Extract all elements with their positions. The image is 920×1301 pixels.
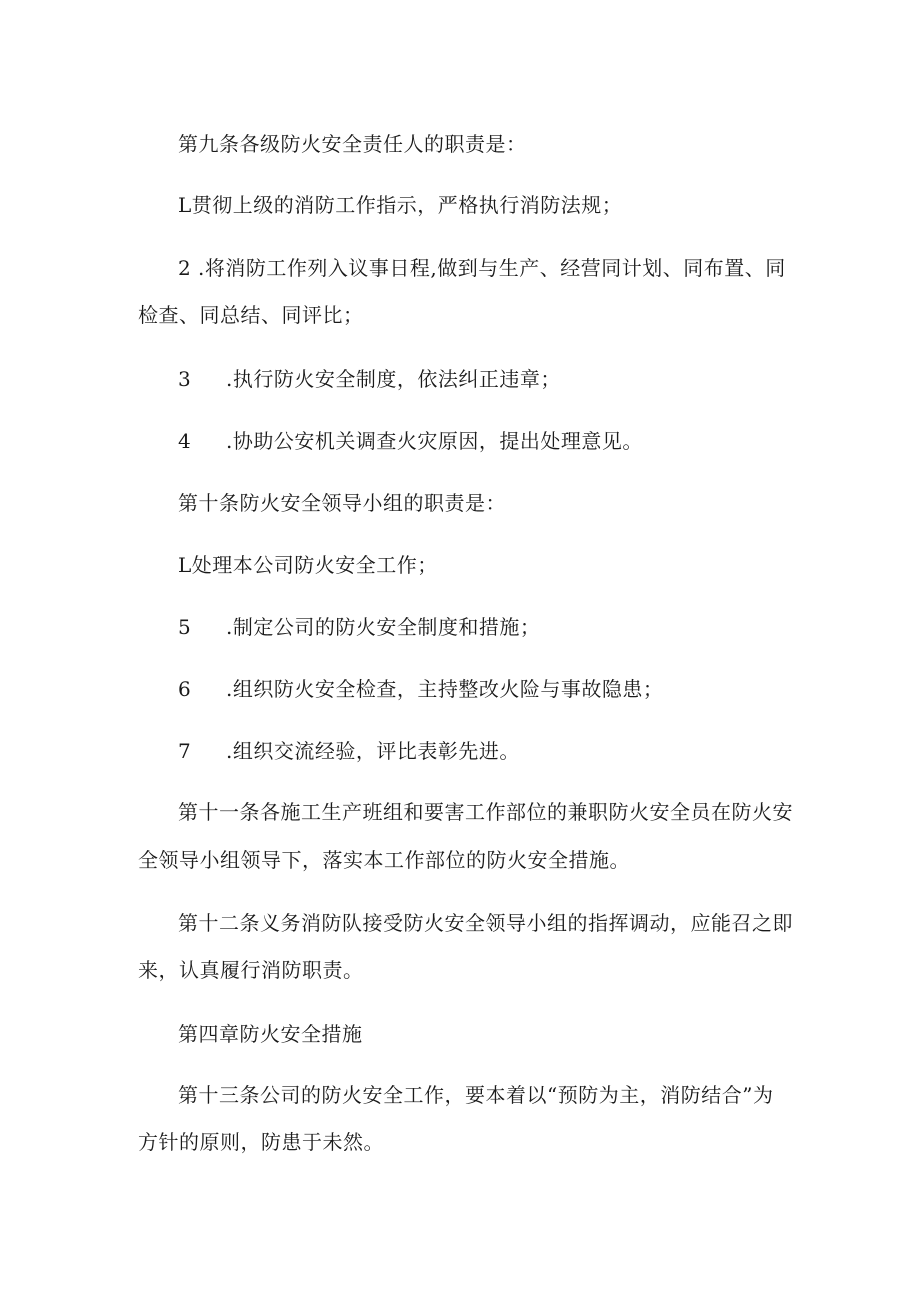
list-item-4 xyxy=(178,428,643,454)
article-10-heading: 第十条防火安全领导小组的职责是： xyxy=(178,491,506,515)
article-13-line-2: 方针的原则，防患于未然。 xyxy=(138,1130,384,1154)
list-text: .制定公司的防火安全制度和措施； xyxy=(226,615,541,639)
list-number: 5 xyxy=(178,615,192,639)
list-text: .组织交流经验，评比表彰先进。 xyxy=(226,739,520,763)
list-item-6 xyxy=(178,676,663,702)
article-11-line-1: 第十一条各施工生产班组和要害工作部位的兼职防火安全员在防火安 xyxy=(178,800,793,824)
chapter-4-heading: 第四章防火安全措施 xyxy=(178,1022,363,1046)
list-text: .组织防火安全检查，主持整改火险与事故隐患； xyxy=(226,677,664,701)
list-number: 6 xyxy=(178,677,192,701)
list-item-2-continuation: 检查、同总结、同评比； xyxy=(138,303,364,327)
list-number: 2 xyxy=(178,256,192,280)
list-item-1: L贯彻上级的消防工作指示，严格执行消防法规； xyxy=(178,193,623,217)
article-11-line-2: 全领导小组领导下，落实本工作部位的防火安全措施。 xyxy=(138,848,630,872)
list-item-1b: L处理本公司防火安全工作； xyxy=(178,553,438,577)
list-text: .协助公安机关调查火灾原因，提出处理意见。 xyxy=(226,429,643,453)
list-text: .执行防火安全制度，依法纠正违章； xyxy=(226,367,561,391)
list-item-5 xyxy=(178,614,540,640)
list-number: 7 xyxy=(178,739,192,763)
list-item-3 xyxy=(178,366,561,392)
article-13-line-1: 第十三条公司的防火安全工作，要本着以“预防为主，消防结合”为 xyxy=(178,1083,774,1107)
article-12-line-2: 来，认真履行消防职责。 xyxy=(138,958,364,982)
article-12-line-1: 第十二条义务消防队接受防火安全领导小组的指挥调动，应能召之即 xyxy=(178,911,793,935)
list-item-7 xyxy=(178,738,520,764)
list-number: 3 xyxy=(178,367,192,391)
list-number: 4 xyxy=(178,429,192,453)
article-9-heading: 第九条各级防火安全责任人的职责是： xyxy=(178,132,527,156)
list-text: .将消防工作列入议事日程,做到与生产、经营同计划、同布置、同 xyxy=(198,256,786,280)
list-item-2 xyxy=(178,255,786,281)
